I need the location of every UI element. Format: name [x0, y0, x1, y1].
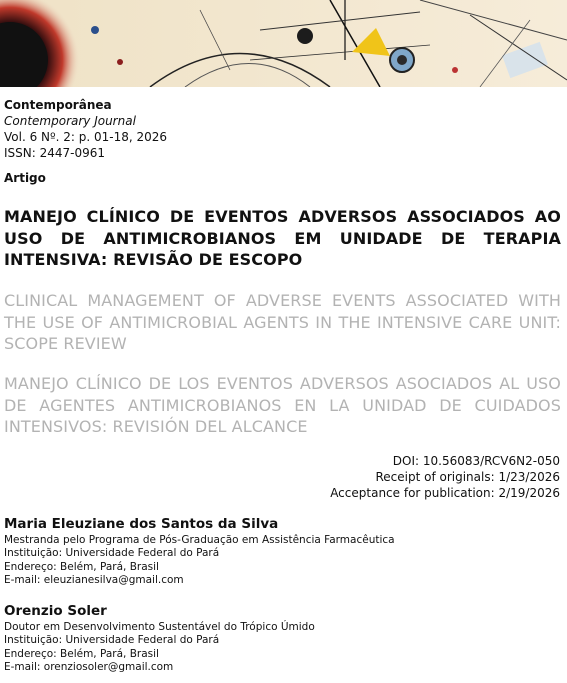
author-email: E-mail: orenziosoler@gmail.com — [4, 660, 174, 673]
author-block — [4, 602, 315, 674]
abstract-art-image — [0, 0, 567, 87]
journal-info — [4, 97, 167, 161]
section-label: Artigo — [4, 171, 46, 185]
journal-name: Contemporânea — [4, 98, 112, 112]
author-institution: Instituição: Universidade Federal do Pará — [4, 634, 220, 647]
author-degree: Doutor em Desenvolvimento Sustentável do Trópico Úmido — [4, 621, 315, 633]
journal-issn: ISSN: 2447-0961 — [4, 146, 106, 160]
receipt-date: Receipt of originals: 1/23/2026 — [375, 470, 560, 484]
acceptance-date: Acceptance for publication: 2/19/2026 — [330, 486, 560, 500]
author-name: Maria Eleuziane dos Santos da Silva — [4, 516, 279, 532]
title-english: CLINICAL MANAGEMENT OF ADVERSE EVENTS ASSOCIATED WITH THE USE OF ANTIMICROBIAL AGENTS IN THE INTENSIVE CARE UNIT: SCOPE REVIEW — [4, 291, 561, 353]
title-portuguese: MANEJO CLÍNICO DE EVENTOS ADVERSOS ASSOCIADOS AO USO DE ANTIMICROBIANOS EM UNIDADE DE TERAPIA INTENSIVA: REVISÃO DE ESCOPO — [4, 207, 561, 269]
author-degree: Mestranda pelo Programa de Pós-Graduação em Assistência Farmacêutica — [4, 534, 395, 546]
title-spanish: MANEJO CLÍNICO DE LOS EVENTOS ADVERSOS ASOCIADOS AL USO DE AGENTES ANTIMICROBIANOS EN LA UNIDAD DE CUIDADOS INTENSIVOS: REVISIÓN DEL ALCANCE — [4, 374, 561, 436]
publication-dates — [330, 453, 560, 501]
author-block — [4, 515, 395, 587]
author-address: Endereço: Belém, Pará, Brasil — [4, 560, 159, 573]
journal-subtitle: Contemporary Journal — [4, 114, 136, 128]
header-banner — [0, 0, 567, 87]
author-name: Orenzio Soler — [4, 603, 107, 619]
doi: DOI: 10.56083/RCV6N2-050 — [392, 454, 560, 468]
author-institution: Instituição: Universidade Federal do Pará — [4, 547, 220, 560]
author-address: Endereço: Belém, Pará, Brasil — [4, 647, 159, 660]
author-email: E-mail: eleuzianesilva@gmail.com — [4, 573, 184, 586]
journal-volume: Vol. 6 Nº. 2: p. 01-18, 2026 — [4, 130, 168, 144]
